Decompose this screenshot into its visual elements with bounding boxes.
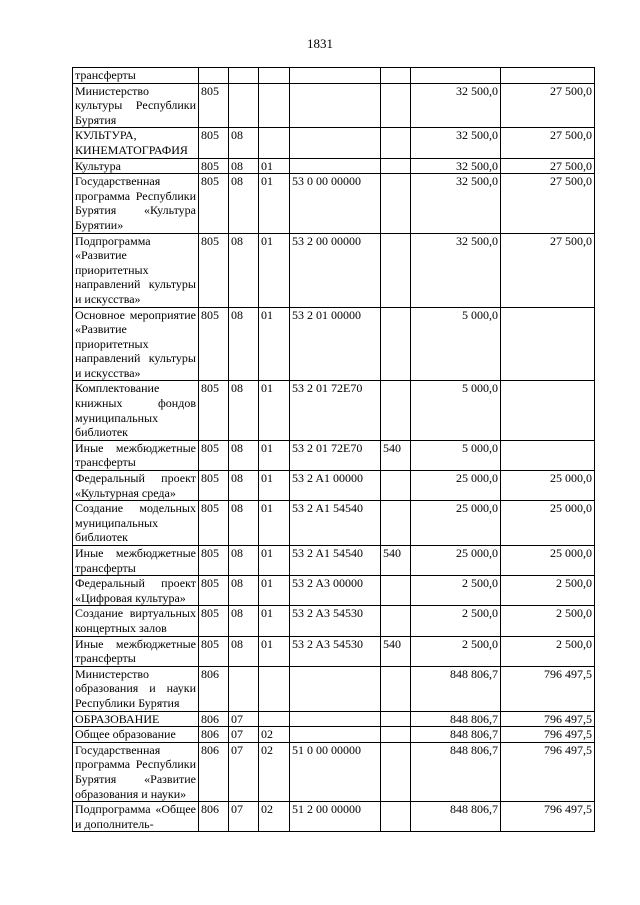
row-rz-cell: 08 — [229, 471, 259, 501]
table-row — [73, 158, 595, 174]
row-rz-cell: 08 — [229, 233, 259, 307]
row-name-cell: КУЛЬТУРА, КИНЕМАТОГРАФИЯ — [73, 128, 199, 158]
row-ved-cell: 805 — [199, 546, 229, 576]
row-sum-2020-cell: 5 000,0 — [411, 440, 501, 470]
row-sum-2021-cell: 2 500,0 — [501, 576, 595, 606]
row-name-cell: Государственная программа Республики Бурятия «Развитие образования и науки» — [73, 742, 199, 801]
row-pr-cell: 01 — [259, 233, 290, 307]
row-rz-cell: 07 — [229, 711, 259, 727]
row-csr-cell: 53 2 00 00000 — [290, 233, 381, 307]
row-ved-cell: 805 — [199, 307, 229, 381]
row-ved-cell: 805 — [199, 440, 229, 470]
table-row — [73, 802, 595, 832]
row-vr-cell — [381, 606, 411, 636]
row-pr-cell: 01 — [259, 307, 290, 381]
row-pr-cell: 01 — [259, 636, 290, 666]
row-csr-cell: 53 0 00 00000 — [290, 174, 381, 233]
row-csr-cell: 53 2 A3 54530 — [290, 606, 381, 636]
row-name-cell: Государственная программа Республики Бурятия «Культура Бурятии» — [73, 174, 199, 233]
row-vr-cell — [381, 576, 411, 606]
row-csr-cell: 53 2 A1 54540 — [290, 501, 381, 546]
budget-table-body — [73, 68, 595, 832]
row-rz-cell — [229, 83, 259, 128]
row-sum-2020-cell: 25 000,0 — [411, 471, 501, 501]
row-csr-cell: 53 2 A1 00000 — [290, 471, 381, 501]
row-ved-cell: 805 — [199, 83, 229, 128]
row-csr-cell — [290, 711, 381, 727]
row-sum-2020-cell: 848 806,7 — [411, 802, 501, 832]
row-name-cell: Федеральный проект «Культурная среда» — [73, 471, 199, 501]
row-vr-cell — [381, 174, 411, 233]
row-rz-cell: 07 — [229, 802, 259, 832]
row-ved-cell: 805 — [199, 128, 229, 158]
row-sum-2020-cell: 25 000,0 — [411, 501, 501, 546]
row-pr-cell: 01 — [259, 158, 290, 174]
row-sum-2021-cell: 796 497,5 — [501, 666, 595, 711]
table-row — [73, 501, 595, 546]
row-sum-2020-cell — [411, 68, 501, 84]
row-sum-2020-cell: 848 806,7 — [411, 711, 501, 727]
row-ved-cell: 806 — [199, 711, 229, 727]
row-pr-cell: 01 — [259, 606, 290, 636]
row-csr-cell: 53 2 01 00000 — [290, 307, 381, 381]
row-ved-cell: 806 — [199, 727, 229, 743]
row-vr-cell — [381, 471, 411, 501]
row-ved-cell: 805 — [199, 471, 229, 501]
row-ved-cell: 805 — [199, 636, 229, 666]
row-name-cell: Культура — [73, 158, 199, 174]
row-pr-cell — [259, 128, 290, 158]
table-row — [73, 727, 595, 743]
row-vr-cell — [381, 68, 411, 84]
row-rz-cell: 08 — [229, 546, 259, 576]
row-vr-cell — [381, 711, 411, 727]
row-rz-cell: 08 — [229, 128, 259, 158]
row-ved-cell: 805 — [199, 606, 229, 636]
row-sum-2020-cell: 2 500,0 — [411, 606, 501, 636]
row-sum-2020-cell: 5 000,0 — [411, 307, 501, 381]
row-sum-2020-cell: 32 500,0 — [411, 158, 501, 174]
row-vr-cell — [381, 307, 411, 381]
row-csr-cell: 53 2 01 72Е70 — [290, 440, 381, 470]
table-row — [73, 546, 595, 576]
row-name-cell: Общее образование — [73, 727, 199, 743]
row-ved-cell: 805 — [199, 158, 229, 174]
page-number: 1831 — [307, 36, 333, 51]
row-rz-cell — [229, 68, 259, 84]
row-sum-2020-cell: 5 000,0 — [411, 381, 501, 440]
row-rz-cell — [229, 666, 259, 711]
row-sum-2021-cell: 27 500,0 — [501, 158, 595, 174]
table-row — [73, 381, 595, 440]
row-ved-cell: 806 — [199, 742, 229, 801]
row-vr-cell: 540 — [381, 440, 411, 470]
row-csr-cell: 53 2 A3 54530 — [290, 636, 381, 666]
row-pr-cell: 02 — [259, 727, 290, 743]
row-pr-cell: 01 — [259, 381, 290, 440]
row-name-cell: Подпрограмма «Развитие приоритетных направлений культуры и искусства» — [73, 233, 199, 307]
row-vr-cell: 540 — [381, 636, 411, 666]
row-name-cell: Основное мероприятие «Развитие приоритетных направлений культуры и искусства» — [73, 307, 199, 381]
table-row — [73, 68, 595, 84]
row-csr-cell: 51 0 00 00000 — [290, 742, 381, 801]
row-rz-cell: 08 — [229, 636, 259, 666]
row-sum-2020-cell: 2 500,0 — [411, 576, 501, 606]
row-pr-cell: 01 — [259, 501, 290, 546]
row-csr-cell — [290, 128, 381, 158]
row-sum-2020-cell: 848 806,7 — [411, 666, 501, 711]
row-csr-cell — [290, 158, 381, 174]
row-sum-2020-cell: 32 500,0 — [411, 233, 501, 307]
table-row — [73, 711, 595, 727]
row-pr-cell: 01 — [259, 471, 290, 501]
row-vr-cell — [381, 742, 411, 801]
row-sum-2021-cell: 25 000,0 — [501, 546, 595, 576]
row-rz-cell: 08 — [229, 174, 259, 233]
table-row — [73, 83, 595, 128]
row-sum-2021-cell: 796 497,5 — [501, 727, 595, 743]
row-sum-2020-cell: 32 500,0 — [411, 174, 501, 233]
row-sum-2021-cell — [501, 381, 595, 440]
row-csr-cell — [290, 666, 381, 711]
table-row — [73, 742, 595, 801]
row-sum-2021-cell — [501, 68, 595, 84]
row-csr-cell: 53 2 01 72Е70 — [290, 381, 381, 440]
row-name-cell: трансферты — [73, 68, 199, 84]
row-vr-cell — [381, 83, 411, 128]
row-name-cell: Федеральный проект «Цифровая культура» — [73, 576, 199, 606]
row-vr-cell — [381, 233, 411, 307]
row-sum-2021-cell: 27 500,0 — [501, 83, 595, 128]
row-rz-cell: 07 — [229, 742, 259, 801]
row-csr-cell — [290, 727, 381, 743]
row-pr-cell — [259, 711, 290, 727]
row-sum-2021-cell: 2 500,0 — [501, 636, 595, 666]
row-pr-cell: 02 — [259, 802, 290, 832]
row-sum-2021-cell — [501, 440, 595, 470]
row-vr-cell: 540 — [381, 546, 411, 576]
table-row — [73, 174, 595, 233]
budget-table — [72, 67, 595, 832]
row-sum-2021-cell: 25 000,0 — [501, 471, 595, 501]
row-vr-cell — [381, 128, 411, 158]
row-ved-cell: 805 — [199, 174, 229, 233]
row-name-cell: Иные межбюджетные трансферты — [73, 546, 199, 576]
row-sum-2021-cell — [501, 307, 595, 381]
row-vr-cell — [381, 381, 411, 440]
table-row — [73, 666, 595, 711]
row-sum-2021-cell: 796 497,5 — [501, 742, 595, 801]
row-sum-2021-cell: 25 000,0 — [501, 501, 595, 546]
row-ved-cell: 805 — [199, 576, 229, 606]
row-name-cell: ОБРАЗОВАНИЕ — [73, 711, 199, 727]
row-rz-cell: 08 — [229, 440, 259, 470]
row-rz-cell: 08 — [229, 606, 259, 636]
row-pr-cell: 01 — [259, 440, 290, 470]
row-sum-2021-cell: 2 500,0 — [501, 606, 595, 636]
table-row — [73, 636, 595, 666]
row-sum-2020-cell: 848 806,7 — [411, 727, 501, 743]
row-csr-cell — [290, 68, 381, 84]
table-row — [73, 440, 595, 470]
row-sum-2021-cell: 796 497,5 — [501, 802, 595, 832]
row-rz-cell: 08 — [229, 158, 259, 174]
row-sum-2020-cell: 2 500,0 — [411, 636, 501, 666]
row-sum-2020-cell: 25 000,0 — [411, 546, 501, 576]
row-pr-cell — [259, 68, 290, 84]
row-csr-cell: 53 2 A1 54540 — [290, 546, 381, 576]
row-name-cell: Комплектование книжных фондов муниципальных библиотек — [73, 381, 199, 440]
row-rz-cell: 07 — [229, 727, 259, 743]
row-name-cell: Подпрограмма «Общее и дополнитель- — [73, 802, 199, 832]
row-rz-cell: 08 — [229, 576, 259, 606]
row-csr-cell: 53 2 A3 00000 — [290, 576, 381, 606]
row-vr-cell — [381, 802, 411, 832]
row-rz-cell: 08 — [229, 501, 259, 546]
row-vr-cell — [381, 501, 411, 546]
row-ved-cell: 805 — [199, 381, 229, 440]
row-csr-cell: 51 2 00 00000 — [290, 802, 381, 832]
table-row — [73, 307, 595, 381]
row-pr-cell: 01 — [259, 174, 290, 233]
row-name-cell: Создание виртуальных концертных залов — [73, 606, 199, 636]
row-csr-cell — [290, 83, 381, 128]
row-rz-cell: 08 — [229, 381, 259, 440]
row-sum-2020-cell: 32 500,0 — [411, 83, 501, 128]
row-name-cell: Министерство культуры Республики Бурятия — [73, 83, 199, 128]
row-pr-cell: 02 — [259, 742, 290, 801]
row-sum-2021-cell: 27 500,0 — [501, 128, 595, 158]
row-ved-cell: 806 — [199, 666, 229, 711]
row-rz-cell: 08 — [229, 307, 259, 381]
table-row — [73, 606, 595, 636]
row-pr-cell: 01 — [259, 576, 290, 606]
row-pr-cell — [259, 666, 290, 711]
table-row — [73, 471, 595, 501]
row-ved-cell — [199, 68, 229, 84]
row-name-cell: Иные межбюджетные трансферты — [73, 440, 199, 470]
row-sum-2021-cell: 27 500,0 — [501, 174, 595, 233]
table-row — [73, 128, 595, 158]
row-name-cell: Иные межбюджетные трансферты — [73, 636, 199, 666]
row-vr-cell — [381, 727, 411, 743]
row-pr-cell — [259, 83, 290, 128]
row-name-cell: Создание модельных муниципальных библиотек — [73, 501, 199, 546]
row-vr-cell — [381, 158, 411, 174]
row-vr-cell — [381, 666, 411, 711]
row-ved-cell: 806 — [199, 802, 229, 832]
row-ved-cell: 805 — [199, 233, 229, 307]
table-row — [73, 576, 595, 606]
row-ved-cell: 805 — [199, 501, 229, 546]
row-sum-2020-cell: 32 500,0 — [411, 128, 501, 158]
row-sum-2020-cell: 848 806,7 — [411, 742, 501, 801]
row-pr-cell: 01 — [259, 546, 290, 576]
row-sum-2021-cell: 796 497,5 — [501, 711, 595, 727]
row-sum-2021-cell: 27 500,0 — [501, 233, 595, 307]
row-name-cell: Министерство образования и науки Республики Бурятия — [73, 666, 199, 711]
table-row — [73, 233, 595, 307]
